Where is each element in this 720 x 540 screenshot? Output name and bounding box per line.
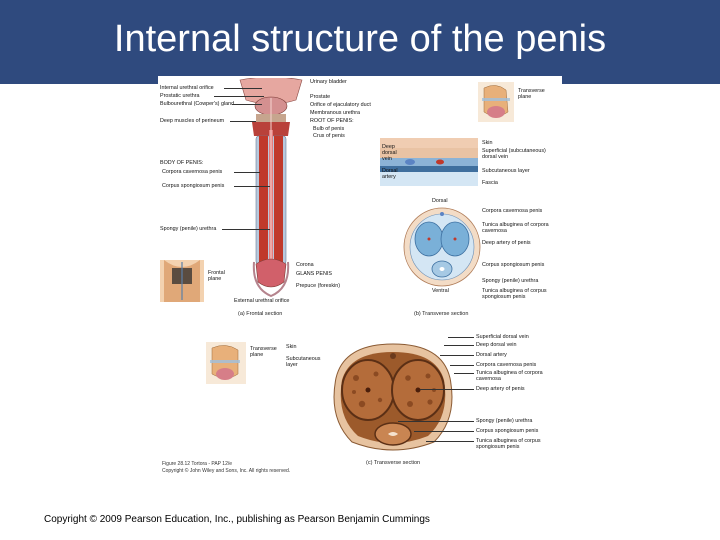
figure-credit: [162, 461, 290, 475]
leader-line: [454, 373, 474, 374]
label-skin-c: Skin: [286, 344, 297, 350]
figure-credit-line-1: Figure 28.12 Tortora - PAP 12/e: [162, 461, 233, 467]
label-ventral: Ventral: [432, 288, 449, 294]
leader-line: [224, 88, 262, 89]
transverse-plane-inset-top: [478, 82, 514, 122]
label-deep-dorsal-vein: Deep dorsal vein: [382, 144, 397, 162]
leader-line: [440, 355, 474, 356]
label-dorsal-artery-b: Dorsal artery: [382, 168, 398, 180]
label-body-of-penis: BODY OF PENIS:: [160, 160, 204, 166]
label-deep-dorsal-vein-c: Deep dorsal vein: [476, 342, 517, 348]
slide-title: Internal structure of the penis: [113, 18, 607, 60]
label-transverse-plane-top: Transverse plane: [518, 88, 545, 100]
transverse-cross-section-illustration: [402, 206, 482, 288]
label-root-of-penis: ROOT OF PENIS:: [310, 118, 354, 124]
label-subcutaneous-layer: Subcutaneous layer: [482, 168, 530, 174]
label-corpus-spongiosum-c: Corpus spongiosum penis: [476, 428, 539, 434]
label-tunica-cavernosa-c: Tunica albuginea of corpora cavernosa: [476, 370, 543, 382]
label-crus-of-penis: Crus of penis: [313, 133, 345, 139]
label-deep-muscles-perineum: Deep muscles of perineum: [160, 118, 225, 124]
transverse-plane-inset-bottom: [206, 342, 246, 384]
label-corpora-cavernosa: Corpora cavernosa penis: [162, 169, 223, 175]
label-fascia: Fascia: [482, 180, 498, 186]
label-transverse-plane-bottom: Transverse plane: [250, 346, 277, 358]
leader-line: [214, 96, 264, 97]
leader-line: [426, 441, 474, 442]
leader-line: [414, 431, 474, 432]
label-dorsal-artery-c: Dorsal artery: [476, 352, 507, 358]
leader-line: [222, 229, 270, 230]
label-deep-artery-c: Deep artery of penis: [476, 386, 525, 392]
label-corpora-cavernosa-b: Corpora cavernosa penis: [482, 208, 543, 214]
label-corpora-cavernosa-c: Corpora cavernosa penis: [476, 362, 537, 368]
caption-transverse-b: (b) Transverse section: [414, 311, 469, 317]
label-spongy-urethra: Spongy (penile) urethra: [160, 226, 217, 232]
label-glans-penis: GLANS PENIS: [296, 271, 332, 277]
leader-line: [420, 389, 474, 390]
label-superficial-dorsal-vein-c: Superficial dorsal vein: [476, 334, 529, 340]
label-superficial-dorsal-vein: Superficial (subcutaneous) dorsal vein: [482, 148, 546, 160]
label-deep-artery-b: Deep artery of penis: [482, 240, 531, 246]
label-external-urethral-orifice: External urethral orifice: [234, 298, 290, 304]
copyright-notice: Copyright © 2009 Pearson Education, Inc., publishing as Pearson Benjamin Cummings: [44, 514, 430, 525]
label-internal-urethral-orifice: Internal urethral orifice: [160, 85, 214, 91]
label-ejaculatory-duct: Orifice of ejaculatory duct: [310, 102, 371, 108]
label-tunica-spongiosum-c: Tunica albuginea of corpus spongiosum penis: [476, 438, 541, 450]
leader-line: [230, 121, 256, 122]
label-skin: Skin: [482, 140, 493, 146]
leader-line: [232, 104, 262, 105]
label-spongy-urethra-c: Spongy (penile) urethra: [476, 418, 533, 424]
caption-frontal-section: (a) Frontal section: [238, 311, 283, 317]
label-prostatic-urethra: Prostatic urethra: [160, 93, 200, 99]
cross-section-photo-illustration: [324, 338, 462, 458]
leader-line: [398, 421, 474, 422]
leader-line: [444, 345, 474, 346]
label-tunica-cavernosa-b: Tunica albuginea of corpora cavernosa: [482, 222, 549, 234]
label-corpus-spongiosum-b: Corpus spongiosum penis: [482, 262, 545, 268]
label-frontal-plane: Frontal plane: [208, 270, 225, 282]
label-spongy-urethra-b: Spongy (penile) urethra: [482, 278, 539, 284]
label-membranous-urethra: Membranous urethra: [310, 110, 361, 116]
frontal-plane-inset-illustration: [160, 260, 204, 302]
leader-line: [450, 365, 474, 366]
label-bulbourethral-gland: Bulbourethral (Cowper's) gland: [160, 101, 235, 107]
leader-line: [234, 172, 260, 173]
figure-credit-line-2: Copyright © John Wiley and Sons, Inc. All rights reserved.: [162, 468, 291, 474]
label-corpus-spongiosum: Corpus spongiosum penis: [162, 183, 225, 189]
label-bulb-of-penis: Bulb of penis: [313, 126, 345, 132]
label-urinary-bladder: Urinary bladder: [310, 79, 347, 85]
caption-transverse-c: (c) Transverse section: [366, 460, 421, 466]
label-prostate: Prostate: [310, 94, 331, 100]
label-tunica-spongiosum-b: Tunica albuginea of corpus spongiosum penis: [482, 288, 547, 300]
label-subcutaneous-c: Subcutaneous layer: [286, 356, 321, 368]
label-prepuce: Prepuce (foreskin): [296, 283, 341, 289]
leader-line: [234, 186, 270, 187]
anatomy-figure: [158, 76, 562, 484]
label-corona: Corona: [296, 262, 314, 268]
leader-line: [448, 337, 474, 338]
label-dorsal: Dorsal: [432, 198, 448, 204]
